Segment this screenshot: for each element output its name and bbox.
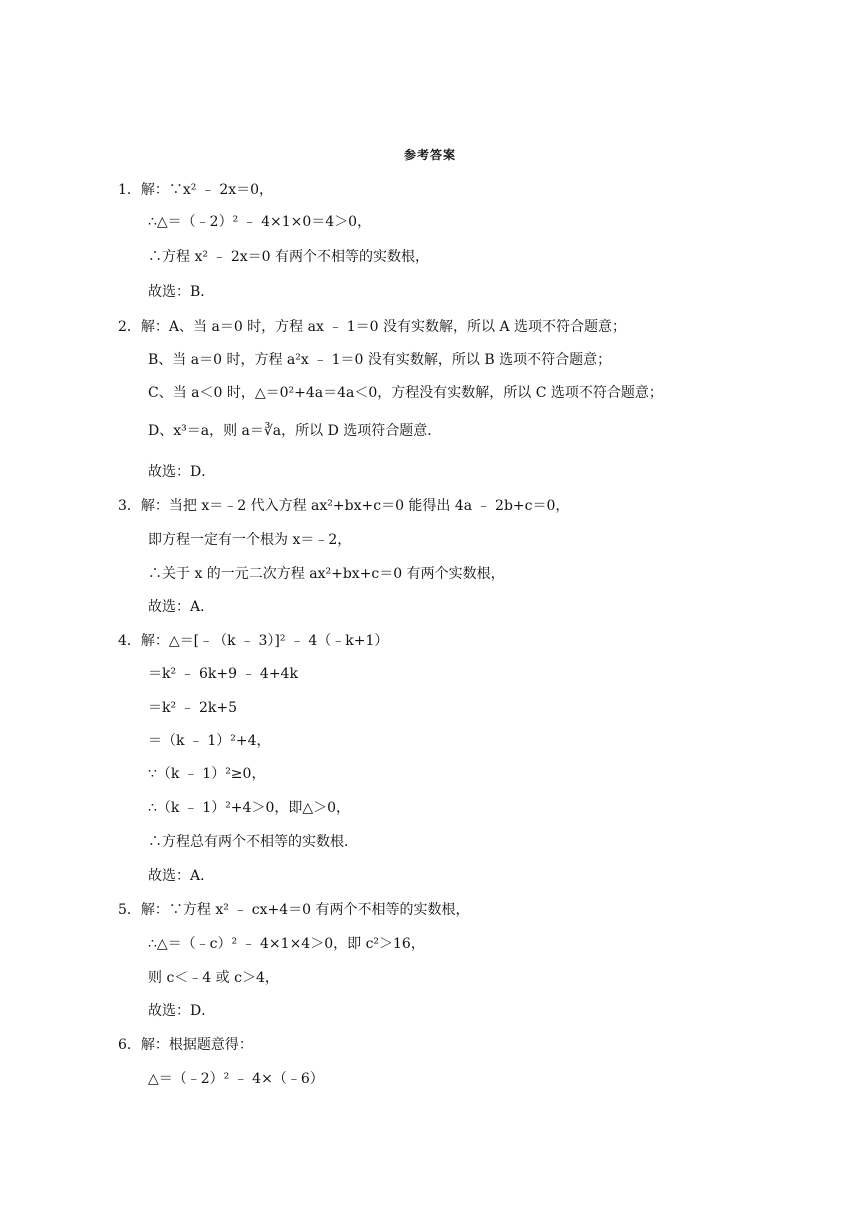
answer-line: 故选：B． [148,284,215,300]
answer-line: 3．解：当把 x＝﹣2 代入方程 ax²+bx+c＝0 能得出 4a ﹣ 2b+c＝0， [118,498,570,514]
answer-line: 6．解：根据题意得： [118,1037,253,1053]
answer-line: ∴（k ﹣ 1）²+4＞0，即△＞0， [148,800,351,816]
answer-line: ∴方程总有两个不相等的实数根． [148,834,358,850]
answer-line: 故选：A． [148,868,215,884]
answer-line: D、x³＝a，则 a＝∛a，所以 D 选项符合题意． [148,423,442,439]
answer-line: 2．解：A、当 a＝0 时，方程 ax ﹣ 1＝0 没有实数解，所以 A 选项不符合题意； [118,319,627,335]
answer-line: 5．解：∵方程 x² ﹣ cx+4＝0 有两个不相等的实数根， [118,902,470,918]
answer-line: ＝k² ﹣ 6k+9 ﹣ 4+4k [148,666,298,682]
answer-line: △＝（﹣2）² ﹣ 4×（﹣6） [148,1071,324,1087]
page-title: 参考答案 [403,148,456,162]
answer-line: ＝（k ﹣ 1）²+4， [148,733,271,749]
answer-line: ∴△＝（﹣c）² ﹣ 4×1×4＞0，即 c²＞16， [148,936,425,952]
answer-line: 故选：D． [148,464,216,480]
answer-line: 故选：A． [148,599,215,615]
answer-line: ∴△＝（﹣2）² ﹣ 4×1×0＝4＞0， [148,214,372,230]
answer-line: ∴关于 x 的一元二次方程 ax²+bx+c＝0 有两个实数根， [148,566,505,582]
answer-line: 1．解：∵x² ﹣ 2x＝0， [118,182,274,198]
answer-line: 4．解：△＝[﹣（k ﹣ 3）]² ﹣ 4（﹣k+1） [118,633,389,649]
answer-line: B、当 a＝0 时，方程 a²x ﹣ 1＝0 没有实数解，所以 B 选项不符合题意； [148,352,612,368]
answer-line: 则 c＜﹣4 或 c＞4， [148,970,279,986]
answer-line: ∵（k ﹣ 1）²≥0， [148,766,266,782]
answer-line: ∴方程 x² ﹣ 2x＝0 有两个不相等的实数根， [148,249,430,265]
answer-line: C、当 a＜0 时，△＝0²+4a＝4a＜0，方程没有实数解，所以 C 选项不符合题意； [148,385,663,401]
answer-line: 故选：D． [148,1003,216,1019]
answer-line: ＝k² ﹣ 2k+5 [148,700,238,716]
answer-line: 即方程一定有一个根为 x＝﹣2， [148,532,352,548]
